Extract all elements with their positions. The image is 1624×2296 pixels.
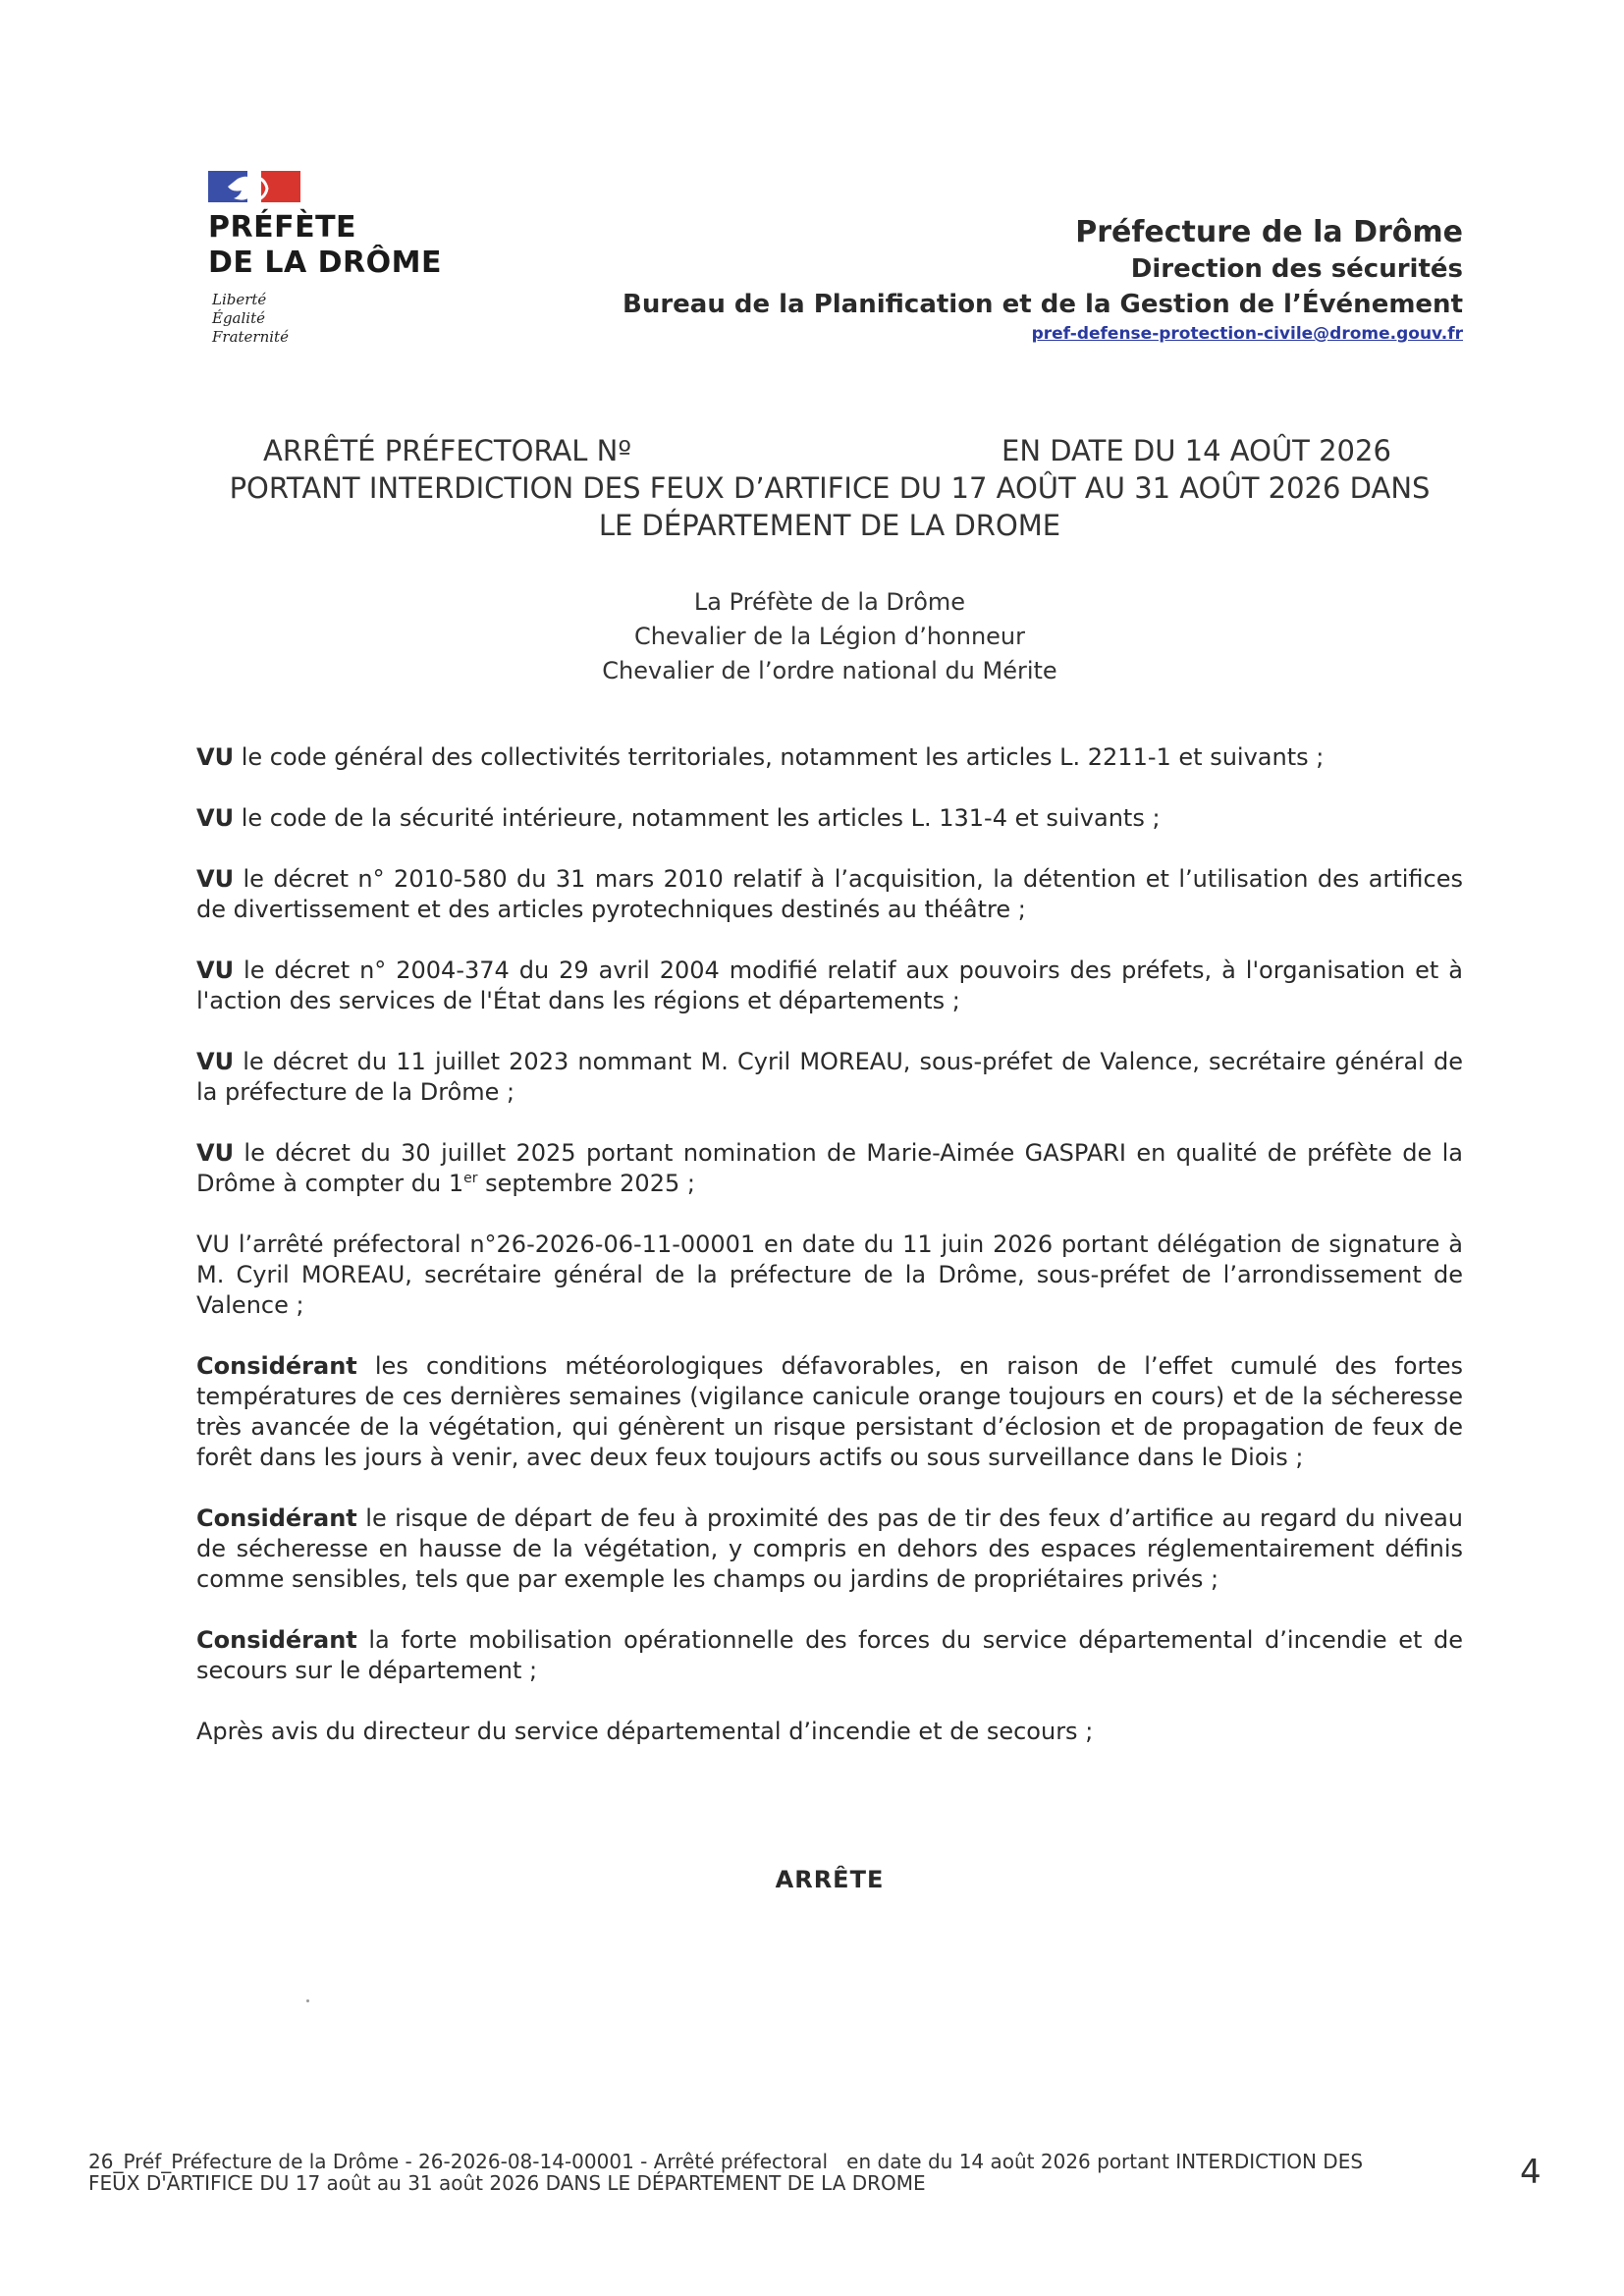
paragraph: VU le code général des collectivités territoriales, notamment les articles L. 2211-1 et suivants ; [196,743,1325,771]
page-number: 4 [1520,2153,1542,2192]
paragraph: VU le code de la sécurité intérieure, notamment les articles L. 131-4 et suivants ; [196,804,1161,832]
motto-egalite: Égalité [212,309,265,327]
paragraph: VU le décret n° 2010-580 du 31 mars 2010 relatif à l’acquisition, la détention et l’utilisation des artifices de divertissement et des articles pyrotechniques destinés au théâtre ; [196,865,1463,923]
motto-liberte: Liberté [212,291,267,308]
paragraph: VU le décret du 30 juillet 2025 portant nomination de Marie-Aimée GASPARI en qualité de préfète de la Drôme à compter du 1er septembre 2025 ; [196,1139,1463,1197]
decree-title [196,432,1463,544]
paragraph: VU l’arrêté préfectoral n°26-2026-06-11-00001 en date du 11 juin 2026 portant délégation de signature à M. Cyril MOREAU, secrétaire général de la préfecture de la Drôme, sous-préfet de l’arrondissement de Valence ; [196,1230,1463,1319]
footer-line1: 26_Préf_Préfecture de la Drôme - 26-2026-08-14-00001 - Arrêté préfectoral en date du 14 août 2026 portant INTERDICTION DES [88,2150,1364,2173]
bureau-name: Bureau de la Planification et de la Gestion de l’Événement [623,290,1463,319]
decree-subject-line2: LE DÉPARTEMENT DE LA DROME [598,509,1061,542]
motto-fraternite: Fraternité [212,328,289,346]
decree-subject-line1: PORTANT INTERDICTION DES FEUX D’ARTIFICE DU 17 AOÛT AU 31 AOÛT 2026 DANS [229,471,1431,505]
republic-logo-block [208,169,442,347]
issuer-block [623,214,1463,346]
contact-email-link[interactable]: pref-defense-protection-civile@drome.gouv.fr [1031,324,1463,344]
decree-number: ARRÊTÉ PRÉFECTORAL Nº [263,434,632,467]
org-name-line1: PRÉFÈTE [208,210,357,245]
paragraph: Considérant les conditions météorologiques défavorables, en raison de l’effet cumulé des fortes températures de ces dernières semaines (vigilance canicule orange toujours en cours) et de la sécheresse très avancée de la végétation, qui génèrent un risque persistant d’éclosion et de propagation de feux de forêt dans les jours à venir, avec deux feux toujours actifs ou sous surveillance dans le Diois ; [196,1352,1463,1471]
paragraph: Considérant le risque de départ de feu à proximité des pas de tir des feux d’artifice au regard du niveau de sécheresse en hausse de la végétation, y compris en dehors des espaces réglementairement définis comme sensibles, tels que par exemple les champs ou jardins de propriétaires privés ; [196,1504,1463,1593]
paragraph: Après avis du directeur du service départemental d’incendie et de secours ; [196,1718,1094,1745]
paragraph: Considérant la forte mobilisation opérationnelle des forces du service départemental d’incendie et de secours sur le département ; [196,1626,1463,1684]
decree-date: EN DATE DU 14 AOÛT 2026 [1001,434,1391,467]
republic-motto [212,291,442,347]
signatory-block [196,585,1463,688]
footer-line2: FEUX D'ARTIFICE DU 17 août au 31 août 2026 DANS LE DÉPARTEMENT DE LA DROME [88,2171,926,2195]
direction-name: Direction des sécurités [1130,254,1463,284]
signatory-honor-1: Chevalier de la Légion d’honneur [633,623,1026,650]
page-footer [88,2151,1463,2194]
decree-body [196,742,1463,1777]
paragraph: VU le décret n° 2004-374 du 29 avril 2004 modifié relatif aux pouvoirs des préfets, à l'organisation et à l'action des services de l'État dans les régions et départements ; [196,957,1463,1014]
scan-speck [306,1999,309,2002]
marianne-logo-icon [208,169,300,204]
paragraph: VU le décret du 11 juillet 2023 nommant M. Cyril MOREAU, sous-préfet de Valence, secrétaire général de la préfecture de la Drôme ; [196,1048,1463,1106]
title-row-number-date [196,432,1463,469]
signatory-honor-2: Chevalier de l’ordre national du Mérite [602,657,1057,684]
org-name [208,210,442,281]
decision-heading: ARRÊTE [775,1866,885,1893]
signatory-title: La Préfète de la Drôme [693,588,966,616]
prefecture-name: Préfecture de la Drôme [1075,215,1463,249]
org-name-line2: DE LA DRÔME [208,246,442,280]
